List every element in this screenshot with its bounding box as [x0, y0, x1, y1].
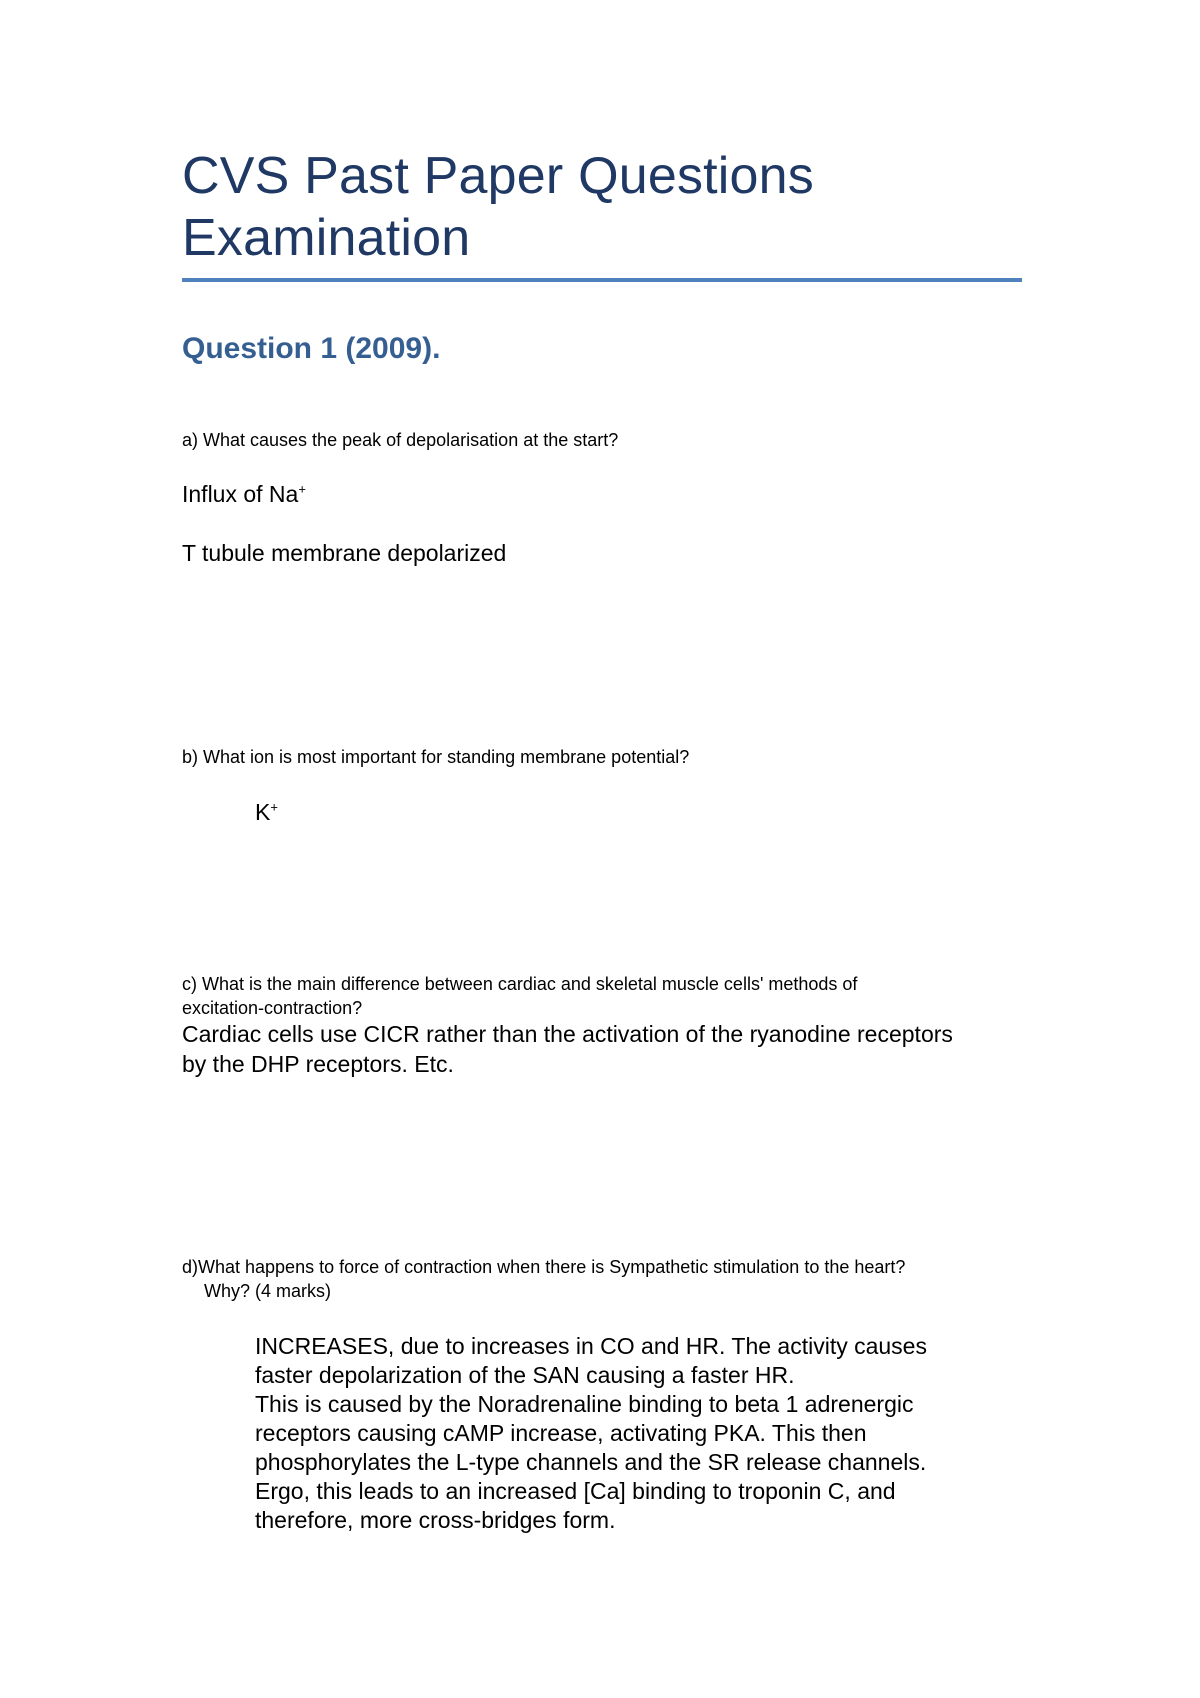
part-b-prompt: b) What ion is most important for standing membrane potential?	[182, 747, 690, 767]
part-d-answer-line-5: phosphorylates the L-type channels and the SR release channels.	[255, 1449, 927, 1475]
title-underline-rule	[182, 278, 1022, 282]
part-d-prompt-line-1: d)What happens to force of contraction when there is Sympathetic stimulation to the heart?	[182, 1257, 906, 1277]
question-heading: Question 1 (2009).	[182, 332, 441, 365]
document-title-line-2: Examination	[182, 209, 471, 267]
part-d-answer-line-6: Ergo, this leads to an increased [Ca] binding to troponin C, and	[255, 1478, 896, 1504]
sodium-charge: +	[298, 481, 306, 497]
part-d-answer-line-7: therefore, more cross-bridges form.	[255, 1507, 616, 1533]
part-c-answer-line-2: by the DHP receptors. Etc.	[182, 1051, 454, 1077]
part-a-prompt: a) What causes the peak of depolarisation at the start?	[182, 430, 619, 450]
part-a-answer-1-text: Influx of Na	[182, 481, 299, 507]
part-a-answer-2: T tubule membrane depolarized	[182, 540, 507, 566]
part-d-answer-line-2: faster depolarization of the SAN causing a faster HR.	[255, 1362, 795, 1388]
document-title-line-1: CVS Past Paper Questions	[182, 147, 814, 205]
part-d-answer-line-1: INCREASES, due to increases in CO and HR. The activity causes	[255, 1333, 927, 1359]
part-c-answer-line-1: Cardiac cells use CICR rather than the activation of the ryanodine receptors	[182, 1021, 953, 1047]
part-c-prompt-line-2: excitation-contraction?	[182, 998, 363, 1018]
potassium-charge: +	[270, 799, 278, 815]
part-d-answer-line-3: This is caused by the Noradrenaline binding to beta 1 adrenergic	[255, 1391, 914, 1417]
part-a-answer-1	[182, 480, 306, 509]
part-b-answer-text: K	[255, 799, 271, 825]
part-c-prompt-line-1: c) What is the main difference between cardiac and skeletal muscle cells' methods of	[182, 974, 858, 994]
part-d-answer-line-4: receptors causing cAMP increase, activating PKA. This then	[255, 1420, 867, 1446]
part-d-prompt-line-2: Why? (4 marks)	[204, 1281, 332, 1301]
part-b-answer	[255, 798, 278, 827]
